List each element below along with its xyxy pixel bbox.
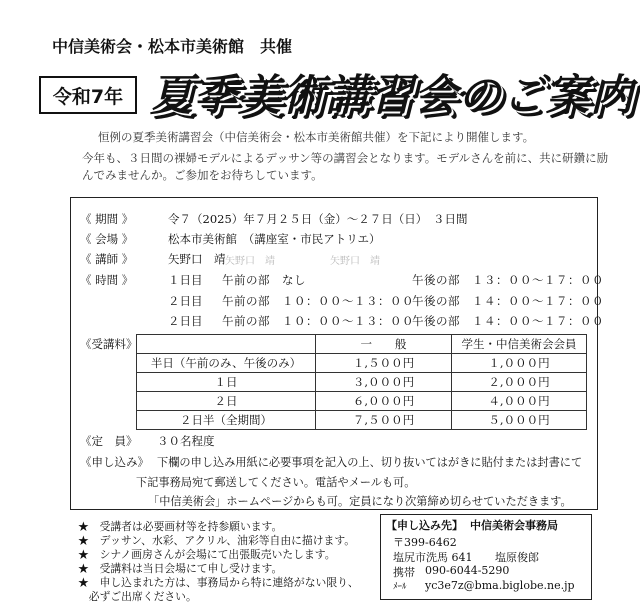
capacity-label: 《定 員》 bbox=[80, 434, 138, 448]
contact-org: 中信美術会事務局 bbox=[470, 519, 558, 532]
note-item: ★ シナノ画房さんが会場にて出張販売いたします。 bbox=[78, 548, 336, 561]
fee-cell: ７,５００円 bbox=[316, 411, 452, 430]
contact-zip: 〒399-6462 bbox=[393, 536, 457, 549]
fee-header-cell: 一 般 bbox=[316, 335, 452, 354]
apply-line-3: 「中信美術会」ホームページからも可。定員になり次第締め切らせていただきます。 bbox=[148, 495, 572, 508]
fee-cell: ４,０００円 bbox=[452, 392, 587, 411]
fee-cell: １,０００円 bbox=[452, 354, 587, 373]
period-label: 《 期間 》 bbox=[80, 212, 134, 226]
schedule-am-1: 午前の部 なし bbox=[222, 273, 306, 287]
schedule-day-2: ２日目 bbox=[168, 294, 203, 308]
contact-mobile: 090-6044-5290 bbox=[425, 564, 510, 577]
schedule-day-1: １日目 bbox=[168, 273, 203, 287]
fee-cell: ３,０００円 bbox=[316, 373, 452, 392]
period-value: 令７（2025）年７月２５日（金）～２７日（日） ３日間 bbox=[168, 212, 468, 226]
schedule-day-3: ２日目 bbox=[168, 314, 203, 328]
page-title: 夏季美術講習会のご案内 bbox=[150, 71, 634, 121]
venue-value: 松本市美術館 （講座室・市民アトリエ） bbox=[168, 232, 381, 246]
apply-line-2: 下記事務局宛て郵送してください。電話やメールも可。 bbox=[136, 476, 416, 489]
fee-cell: ５,０００円 bbox=[452, 411, 587, 430]
fee-cell: ２日半（全期間） bbox=[137, 411, 316, 430]
schedule-am-2: 午前の部 １０：００～１３：００ bbox=[222, 294, 414, 308]
lecturer-ghost: 矢野口 靖 bbox=[225, 256, 275, 267]
fee-cell: ２,０００円 bbox=[452, 373, 587, 392]
contact-mobile-label: 携帯 bbox=[393, 566, 415, 579]
venue-label: 《 会場 》 bbox=[80, 232, 134, 246]
fee-header-cell bbox=[137, 335, 316, 354]
fee-cell: １,５００円 bbox=[316, 354, 452, 373]
note-item: ★ デッサン、水彩、アクリル、油彩等自由に描けます。 bbox=[78, 534, 356, 547]
table-row bbox=[137, 354, 587, 373]
fee-header-row bbox=[137, 335, 587, 354]
lecturer-ghost-2: 矢野口 靖 bbox=[330, 256, 380, 267]
capacity-value: ３０名程度 bbox=[157, 434, 215, 448]
contact-label: 【申し込み先】 bbox=[386, 519, 463, 532]
fee-cell: ２日 bbox=[137, 392, 316, 411]
note-item: 必ずご出席ください。 bbox=[78, 590, 197, 603]
table-row bbox=[137, 373, 587, 392]
intro-line-3: んでみませんか。ご参加をお待ちしています。 bbox=[82, 168, 323, 182]
year-badge: 令和7年 bbox=[39, 76, 137, 114]
time-label: 《 時間 》 bbox=[80, 273, 134, 287]
schedule-pm-3: 午後の部 １４：００～１７：００ bbox=[412, 314, 604, 328]
fee-label: 《受講料》 bbox=[80, 337, 138, 351]
note-item: ★ 申し込まれた方は、事務局から特に連絡がない限り、 bbox=[78, 576, 359, 589]
schedule-pm-2: 午後の部 １４：００～１７：００ bbox=[412, 294, 604, 308]
fee-header-cell: 学生・中信美術会会員 bbox=[452, 335, 587, 354]
contact-mail-label: ﾒｰﾙ bbox=[393, 582, 407, 592]
cohost-line: 中信美術会・松本市美術館 共催 bbox=[52, 37, 293, 56]
lecturer-value: 矢野口 靖 bbox=[168, 252, 226, 266]
lecturer-label: 《 講師 》 bbox=[80, 252, 134, 266]
fee-cell: 半日（午前のみ、午後のみ） bbox=[137, 354, 316, 373]
contact-mail: yc3e7z@bma.biglobe.ne.jp bbox=[425, 579, 575, 592]
note-item: ★ 受講者は必要画材等を持参願います。 bbox=[78, 520, 283, 533]
note-item: ★ 受講料は当日会場にて申し受けます。 bbox=[78, 562, 283, 575]
apply-label: 《申し込み》 bbox=[80, 455, 149, 469]
schedule-pm-1: 午後の部 １３：００～１７：００ bbox=[412, 273, 604, 287]
apply-line-1: 下欄の申し込み用紙に必要事項を記入の上、切り抜いてはがきに貼付または封書にて bbox=[157, 456, 583, 469]
contact-person: 塩原俊郎 bbox=[495, 551, 539, 564]
fee-cell: １日 bbox=[137, 373, 316, 392]
fee-cell: ６,０００円 bbox=[316, 392, 452, 411]
contact-address: 塩尻市洗馬 641 bbox=[393, 551, 473, 564]
table-row bbox=[137, 392, 587, 411]
intro-line-2: 今年も、３日間の裸婦モデルによるデッサン等の講習会となります。モデルさんを前に、共に研鑽に励 bbox=[82, 151, 609, 165]
schedule-am-3: 午前の部 １０：００～１３：００ bbox=[222, 314, 414, 328]
intro-line-1: 恒例の夏季美術講習会（中信美術会・松本市美術館共催）を下記により開催します。 bbox=[98, 130, 535, 144]
fee-table bbox=[136, 334, 587, 430]
table-row bbox=[137, 411, 587, 430]
